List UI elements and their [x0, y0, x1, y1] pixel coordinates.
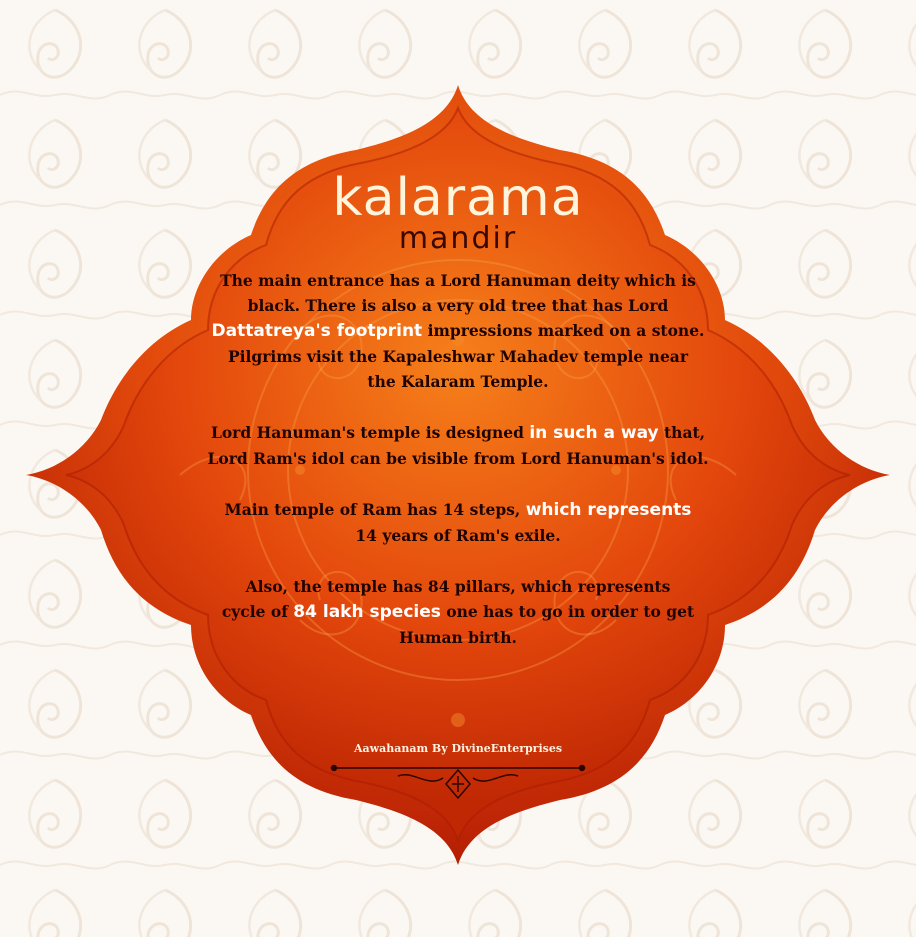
p3-line1-start: Main temple of Ram has 14 steps, [224, 500, 526, 519]
p4-line3: Human birth. [399, 628, 517, 647]
p1-highlight: Dattatreya's footprint [211, 321, 423, 341]
p2-line1-start: Lord Hanuman's temple is designed [210, 423, 530, 442]
p4-highlight: 84 lakh species [293, 602, 441, 622]
paragraph-hanuman-temple [175, 420, 741, 471]
p1-line1: The main entrance has a Lord Hanuman deity which is [220, 271, 696, 290]
p4-line1: Also, the temple has 84 pillars, which represents [245, 577, 671, 596]
p1-line3-rest: impressions marked on a stone. [422, 321, 705, 340]
p3-line2: 14 years of Ram's exile. [355, 526, 561, 545]
page-subtitle: mandir [398, 221, 518, 256]
paragraph-entrance [175, 268, 741, 394]
p1-line4: Pilgrims visit the Kapaleshwar Mahadev temple near [227, 347, 689, 366]
p1-line2: black. There is also a very old tree that has Lord [247, 296, 669, 315]
p2-line2: Lord Ram's idol can be visible from Lord Hanuman's idol. [207, 449, 709, 468]
p2-line1-end: that, [658, 423, 706, 442]
p4-line2-end: one has to go in order to get [440, 602, 695, 621]
content-panel [175, 170, 741, 650]
p4-line2-start: cycle of [221, 602, 294, 621]
paragraph-steps [175, 497, 741, 548]
paragraph-pillars [175, 574, 741, 650]
credit-text: Aawahanam By DivineEnterprises [353, 742, 563, 755]
page-title: kalarama [332, 168, 584, 228]
p1-line5: the Kalaram Temple. [367, 372, 549, 391]
divider-ornament-icon [328, 758, 588, 802]
p3-highlight: which represents [525, 500, 692, 520]
p2-highlight: in such a way [529, 423, 659, 443]
